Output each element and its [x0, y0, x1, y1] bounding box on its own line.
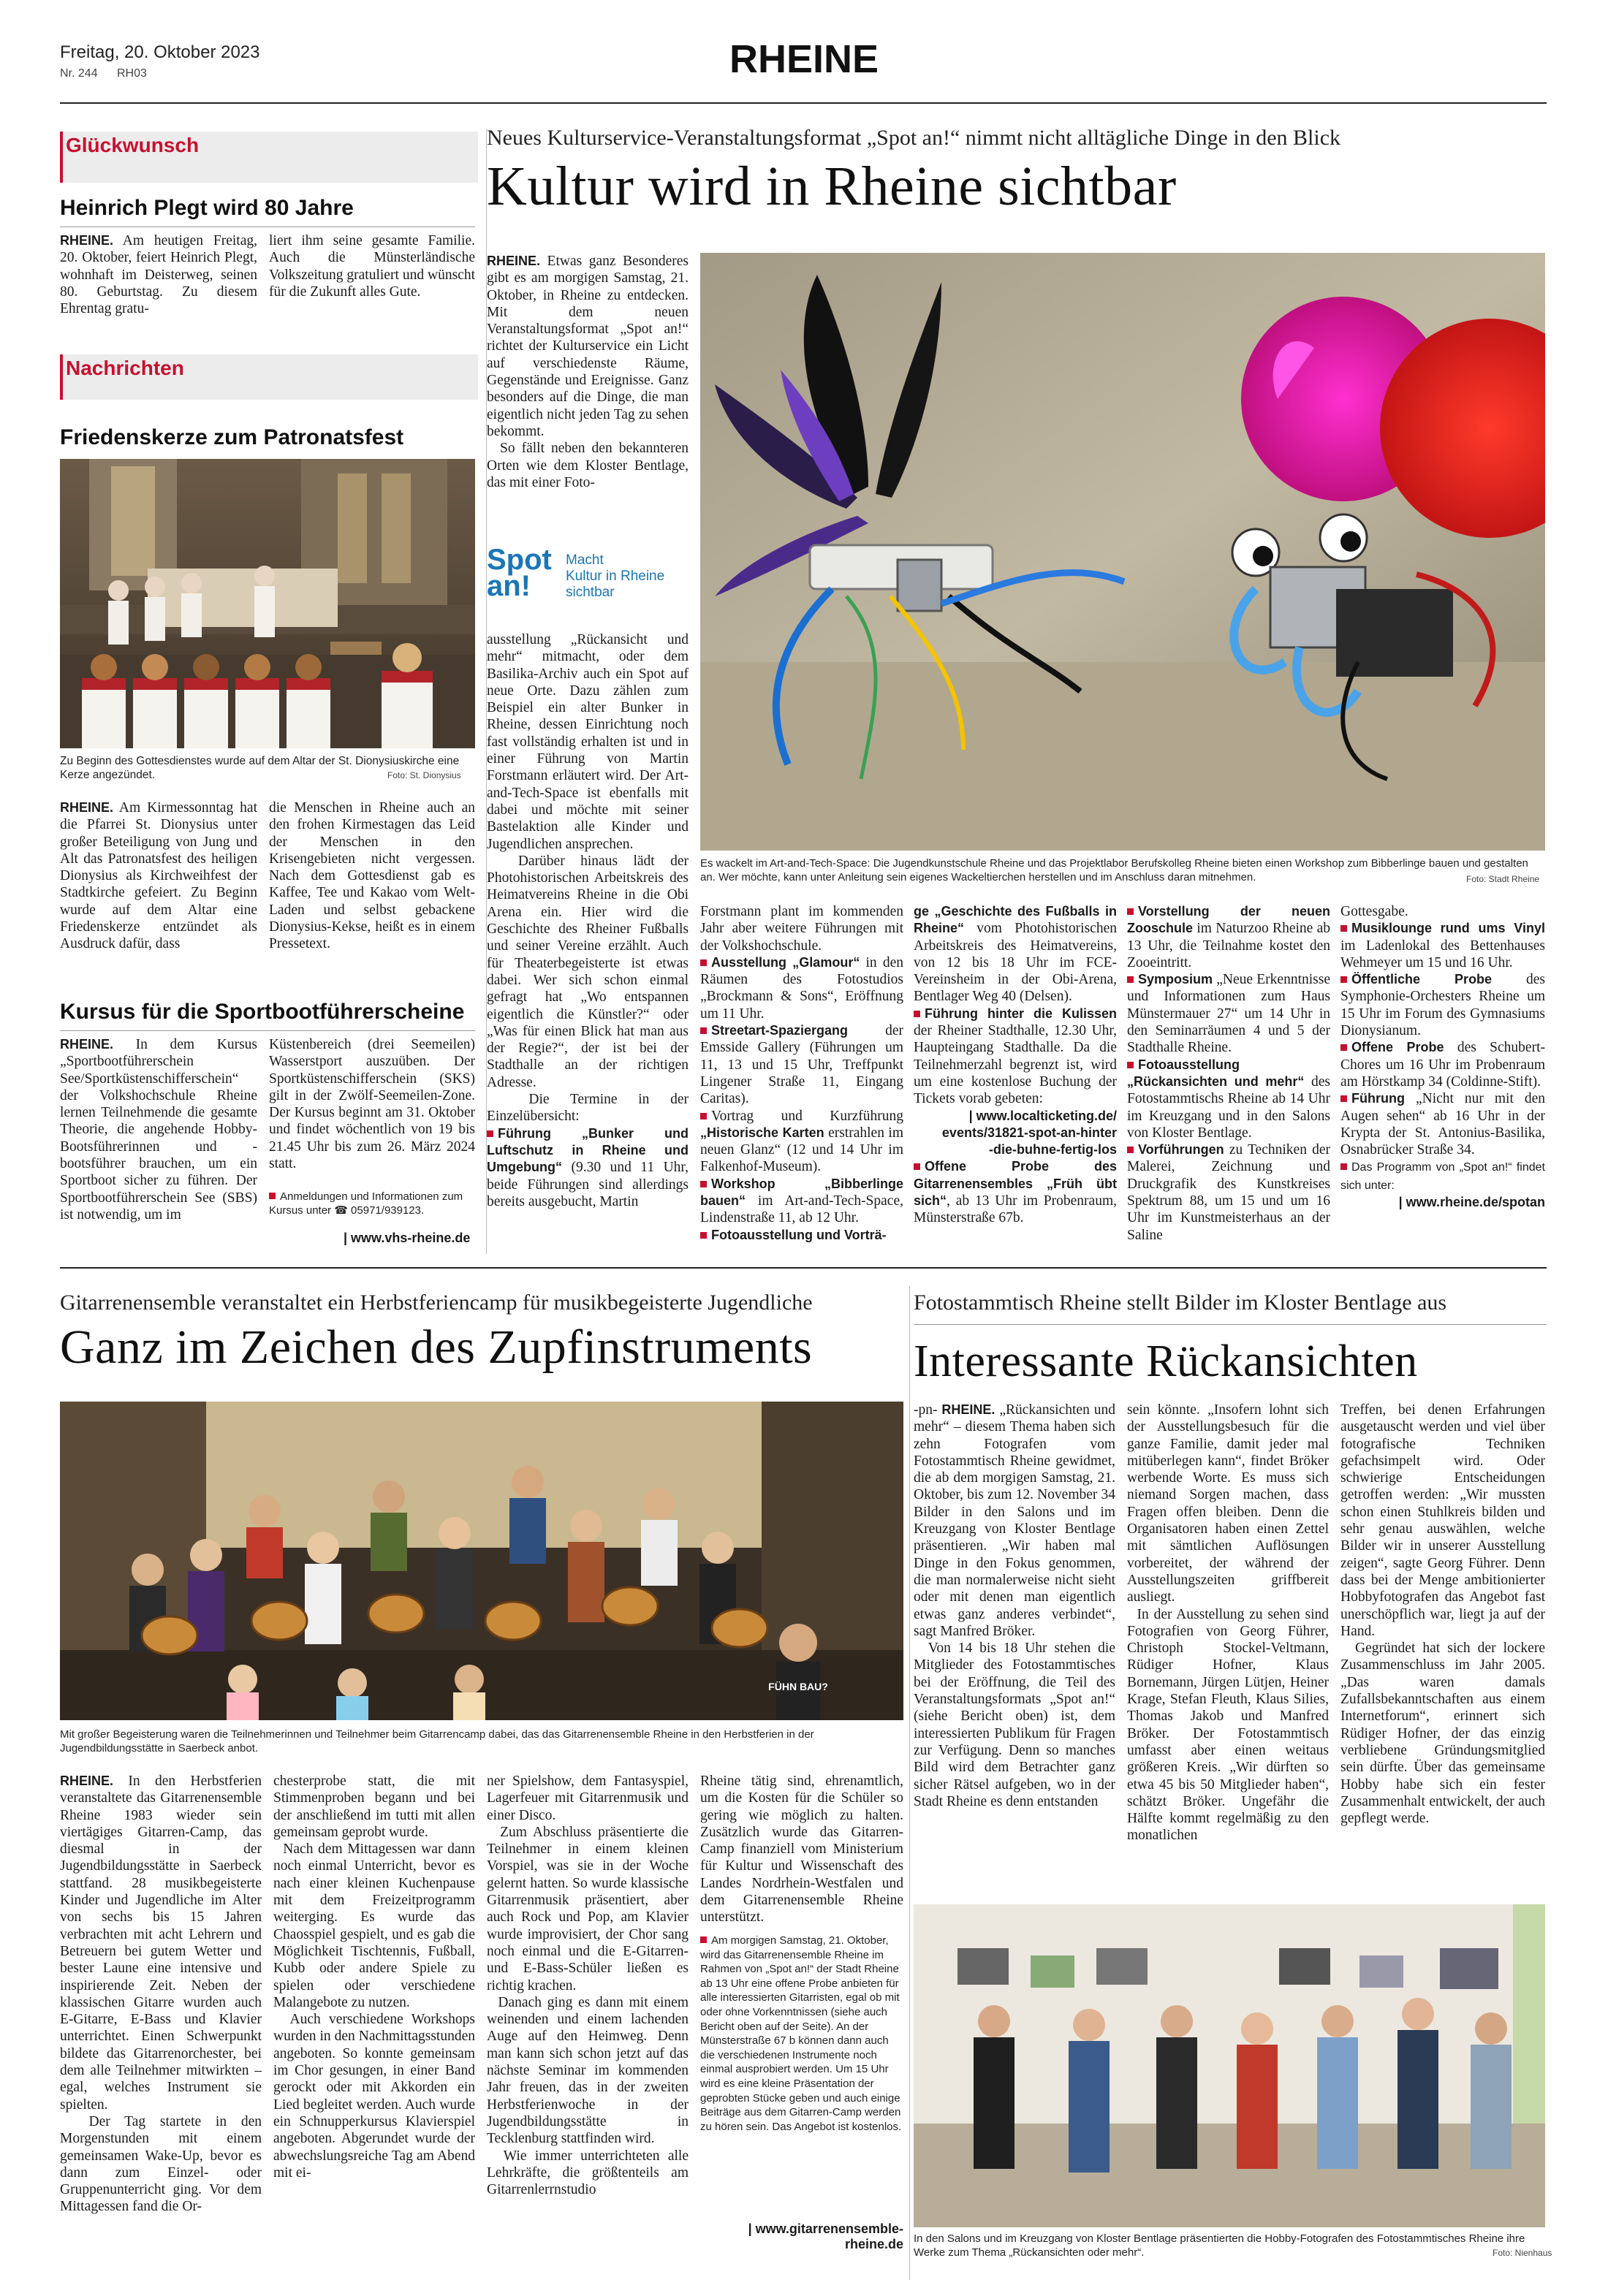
header-issue: Nr. 244: [60, 67, 98, 80]
fotostammtisch-photo-svg: [914, 1904, 1545, 2227]
glueckwunsch-rubric: Glückwunsch: [66, 134, 200, 156]
kultur-headline: Kultur wird in Rheine sichtbar: [487, 156, 1177, 217]
logo-spot: Spot: [487, 544, 552, 576]
logo-line-3: sichtbar: [566, 585, 615, 600]
kurs-col2: Küstenbereich (drei Seemeilen) Wasserstport auszuüben. Der Sportküstenschifferschein (SKS) gilt in der Zwölf-Seemeilen-Zone. Der Kursus beginnt am 31. Oktober und findet wöchentlich von 19 bis 21.45 Uhr bis zum 26. März 2024 statt.: [269, 1037, 475, 1172]
fotostammtisch-credit: Foto: Nienhaus: [1493, 2248, 1552, 2258]
nachrichten-rubric: Nachrichten: [66, 357, 184, 379]
church-photo-svg: [60, 459, 475, 748]
gitarren-col2: chesterprobe statt, die mit Stimmenproben begann und bei der anschließend im tutti mit allen gemeinsam geprobt wurde. Nach dem Mittagessen war dann noch einmal Unterricht, bevor es nach einer kleinen Kuchenpause mit dem Freizeitprogramm weiterging. Es wurde das Chaosspiel gespielt, und es gab die Möglichkeit Tischtennis, Fußball, Kubb oder andere Spiele zu spielen oder verschiedene Malangebote zu nutzen. Auch verschiedene Workshops wurden in den Nachmittagsstunden angeboten. So konnte gemeinsam im Chor gesungen, in einer Band gerockt oder mit Akkorden ein Lied begleitet werden. Auch wurde ein Schnupperkursus Klavierspiel angeboten. Abgerundet wurde der abwechslungsreiche Tag am Abend mit ei-: [273, 1774, 475, 2181]
kultur-intro: RHEINE. Etwas ganz Besonderes gibt es am morgigen Samstag, 21. Oktober, in Rheine zu entdecken. Mit dem neuen Veranstaltungsformat „Spot an!“ richtet der Kulturservice ein Licht auf verschiedenste Räume, Gegenstände und Ereignisse. Ganz besonders auf die Dinge, die man eigentlich nicht jeden Tag zu sehen bekommt. So fällt neben den bekannteren Orten wie dem Kloster Bentlage, das mit einer Foto-: [487, 254, 689, 490]
kurs-rule: [60, 1030, 475, 1031]
kurs-title: Kursus für die Sportbootführerscheine: [60, 1000, 465, 1024]
shirt-print: FÜHN BAU?: [768, 1681, 828, 1692]
foto-kicker: Fotostammtisch Rheine stellt Bilder im Kloster Bentlage aus: [914, 1290, 1447, 1315]
foto-col3: Treffen, bei denen Erfahrungen ausgetauscht werden und viel über fotografische Techniken gefachsimpelt wird. Oder schwierige Entscheidungen getroffen werden: „Wir mussten schon einen Stuhlkreis bilden und sehr genau auswählen, welche Bilder wir in unserer Ausstellung zeigen“, sagte Georg Führer. Denn dass bei der Menge ambitionierter Hobbyfotografen das Angebot fast unerschöpflich war, liegt ja auf der Hand. Gegründet hat sich der lockere Zusammenschluss im Jahr 2005. „Das waren damals Zufallsbekanntschaften aus einem Internetforum“, erinnert sich Rüdiger Hofner, der das einzig verbliebene Gründungsmitglied sein dürfte. Über das gemeinsame Hobby habe sich ein fester Zusammenhalt entwickelt, der auch gepflegt werde.: [1340, 1402, 1545, 1827]
gitarren-col4: Rheine tätig sind, ehrenamtlich, um die Kosten für die Schüler so gering wie möglich zu halten. Zusätzlich wurde das Gitarren-Camp finanziell vom Ministerium für Kultur und Wissenschaft des Landes Nordrhein-Westfalen und dem Gitarrenensemble Rheine unterstützt.: [700, 1774, 903, 1926]
gitarren-col1: RHEINE. In den Herbstferien veranstaltete das Gitarrenensemble Rheine 1983 wieder sein viertägiges Gitarren-Camp, das diesmal in der Jugendbildungsstätte in Saerbeck stattfand. 28 musikbegeisterte Kinder und Jugendliche im Alter von sechs bis 15 Jahren verbrachten mit acht Lehrern und Betreuern bei gutem Wetter und bester Laune eine intensive und inspirierende Zeit. Neben der klassischen Gitarre wurden auch E-Gitarre, E-Bass und Klavier unterrichtet. Einen Schwerpunkt bildete das Gitarrenorchester, bei dem alle Teilnehmer mitwirkten – egal, welches Instrument sie spielten. Der Tag startete in den Morgenstunden mit einem gemeinsamen Wake-Up, bevor es dann zum Einzel- oder Gruppenunterricht ging. Vor dem Mittagessen fand die Or-: [60, 1774, 262, 2215]
gitarren-headline: Ganz im Zeichen des Zupfinstruments: [60, 1320, 813, 1374]
kerze-col1: RHEINE. Am Kirmessonntag hat die Pfarrei St. Dionysius unter großer Beteiligung von Jung und Alt das Patronatsfest des heiligen Dionysius als Kirchweihfest der Stadtkirche gefeiert. Zu Beginn wurde auf dem Altar eine Friedenskerze entzündet als Ausdruck dafür, dass: [60, 800, 257, 952]
guitar-camp-photo: [60, 1402, 903, 1720]
middle-rule: [60, 1267, 1547, 1269]
header-rule: [60, 102, 1547, 104]
bibberling-caption: Es wackelt im Art-and-Tech-Space: Die Jugendkunstschule Rheine und das Projektlabor Berufskolleg Rheine bieten einen Workshop zum Bibberlinge bauen und gestalten an. Wer möchte, kann unter Anleitung sein eigenes Wackeltierchen herstellen und im Anschluss daran mitnehmen.: [700, 857, 1528, 883]
foto-col1: -pn- RHEINE. „Rückansichten und mehr“ – diesem Thema haben sich zehn Fotografen vom Fotostammtisch Rheine gewidmet, die ab dem morgigen Samstag, 21. Oktober, bis zum 12. November 34 Bilder in den Salons und im Kreuzgang von Kloster Bentlage präsentieren. „Wir haben mal Dinge in den Fokus genommen, die man normalerweise nicht sieht oder mit denen man eigentlich etwas ganz anderes verbindet“, sagt Manfred Bröker. Von 14 bis 18 Uhr stehen die Mitglieder des Fotostammtisches bei der Eröffnung, die Teil des Veranstaltungsformats „Spot an!“ (siehe Bericht oben) ist, dem interessierten Publikum für Fragen zur Verfügung. Denn so manches Bild wird dem Betrachter ganz sicher Rätsel aufgeben, wo in der Stadt Rheine es denn entstanden: [914, 1402, 1115, 1809]
kultur-col2: Forstmann plant im kommenden Jahr aber weitere Führungen mit der Volkshochschule. Ausstellung „Glamour“ in den Räumen des Fotostudios „Brockmann & Sons“, Eröffnung um 11 Uhr. Streetart-Spaziergang der Emsside Gallery (Führungen um 11, 13 und 15 Uhr, Treffpunkt Lingener Straße 11, Eingang Caritas). Vortrag und Kurzführung „Historische Karten erstrahlen im neuen Glanz“ (12 und 14 Uhr im Falkenhof-Museum). Workshop „Bibberlinge bauen“ im Art-and-Tech-Space, Lindenstraße 11, ab 12 Uhr. Fotoausstellung und Vorträ-: [700, 904, 903, 1242]
section-title: RHEINE: [729, 37, 879, 81]
spot-an-logo: [487, 544, 690, 614]
kerze-credit: Foto: St. Dionysius: [387, 770, 461, 780]
bibberling-credit: Foto: Stadt Rheine: [1466, 874, 1540, 884]
bibberling-photo: [700, 253, 1545, 851]
logo-an: an!: [487, 570, 531, 602]
bottom-column-divider: [909, 1286, 910, 2280]
kurs-link[interactable]: | www.vhs-rheine.de: [344, 1231, 471, 1245]
gitarren-kicker: Gitarrenensemble veranstaltet ein Herbstferiencamp für musikbegeisterte Jugendliche: [60, 1290, 813, 1315]
kultur-col1: ausstellung „Rückansicht und mehr“ mitmacht, oder dem Basilika-Archiv auch ein Spot auf neue Orte. Dazu zählen zum Beispiel ein alter Bunker in Rheine, dessen Einrichtung noch fast vollständig erhalten ist und in einer Führung von Martin Forstmann erläutert wird. Der Art-and-Tech-Space ist ebenfalls mit dabei und möchte mit seiner Bastelaktion alle Kinder und Jugendlichen ansprechen. Darüber hinaus lädt der Photohistorischen Arbeitskreis des Heimatvereins Rheine in die Obi Arena ein. Hier wird die Geschichte des Rheiner Fußballs und seiner Vereine erzählt. Auch für Theaterbegeisterte ist etwas dabei. Wer sich schon einmal gefragt hat „Wo entspannen eigentlich die Künstler?“ oder „Was für einen Blick hat man aus der Regie?“, der ist bei der Stadthalle an der richtigen Adresse. Die Termine in der Einzelübersicht: Führung „Bunker und Luftschutz in Rheine und Umgebung“ (9.30 und 11 Uhr, beide Führungen sind allerdings bereits ausgebucht, Martin: [487, 632, 689, 1209]
gitarren-link[interactable]: | www.gitarrenensemble-rheine.de: [748, 2221, 903, 2251]
kultur-kicker: Neues Kulturservice-Veranstaltungsformat „Spot an!“ nimmt nicht alltägliche Dinge in den Blick: [487, 126, 1341, 150]
guitar-camp-photo-svg: [60, 1402, 903, 1720]
foto-headline: Interessante Rückansichten: [914, 1337, 1418, 1386]
gitarren-col3: ner Spielshow, dem Fantasyspiel, Lagerfeuer mit Gitarrenmusik und einer Disco. Zum Abschluss präsentierte die Teilnehmer in einem kleinen Vorspiel, was sie in der Woche gelernt hatten. So wurde klassische Gitarrenmusik präsentiert, aber auch Rock und Pop, am Klavier wurde improvisiert, der Chor sang noch einmal und die E-Gitarren- und E-Bass-Schüler ließen es richtig krachen. Danach ging es dann mit einem weinenden und einem lachenden Auge auf den Heimweg. Denn man kann sich schon jetzt auf das nächste Seminar im kommenden Jahr freuen, das in der zweiten Herbstferienwoche in der Jugendbildungsstätte in Tecklenburg stattfinden wird. Wie immer unterrichteten alle Lehrkräfte, die größtenteils am Gitarrenlerrnstudio: [487, 1774, 689, 2198]
logo-line-2: Kultur in Rheine: [566, 569, 665, 584]
kerze-caption: Zu Beginn des Gottesdienstes wurde auf dem Altar der St. Dionysiuskirche eine Kerze angezündet.: [60, 755, 460, 781]
kurs-col1: RHEINE. In dem Kursus „Sportbootführerschein See/Sportküstenschifferschein“ der Volkshochschule Rheine lernen Teilnehmende die gesamte Theorie, die angehende Hobby-Bootsführerinnen und -bootsführer brauchen, um ein Sportboot sicher zu führen. Der Sportbootführerschein See (SBS) ist notwendig, um im: [60, 1037, 257, 1223]
kurs-info: Anmeldungen und Informationen zum Kursus unter ☎ 05971/939123.: [269, 1190, 463, 1217]
kultur-col5: Gottesgabe. Musiklounge rund ums Vinyl im Ladenlokal des Bettenhauses Wehmeyer um 15 und 16 Uhr. Öffentliche Probe des Symphonie-Orchesters Rheine um 15 Uhr im Forum des Gymnasiums Dionysianum. Offene Probe des Schubert-Chores um 16 Uhr im Probenraum am Hörstkamp 34 (Coldinne-Stift). Führung „Nicht nur mit den Augen sehen“ ab 16 Uhr in der Krypta der St. Antonius-Basilika, Osnabrücker Straße 34. Das Programm von „Spot an!“ findet sich unter: | www.rheine.de/spotan: [1340, 904, 1545, 1210]
glueckwunsch-col1: RHEINE. Am heutigen Freitag, 20. Oktober, feiert Heinrich Plegt, wohnhaft im Deisterweg, seinen 80. Geburtstag. Zu diesem Ehrentag gratu-: [60, 233, 257, 317]
fotostammtisch-photo: [914, 1904, 1545, 2227]
kultur-col4: Vorstellung der neuen Zooschule im Naturzoo Rheine ab 13 Uhr, die Teilnahme kostet den Zooeintritt. Symposium „Neue Erkenntnisse und Informationen zum Haus Münstermauer 27“ um 14 Uhr in den Seminarräumen 4 und 5 der Stadthalle Rheine. Fotoausstellung „Rückansichten und mehr“ des Fotostammtischs Rheine ab 14 Uhr im Kreuzgang und in den Salons von Kloster Bentlage. Vorführungen zu Techniken der Malerei, Zeichnung und Druckgrafik des Kunstkreises Spektrum 88, um 15 und um 16 Uhr im Kunstmeisterhaus an der Saline: [1127, 904, 1330, 1243]
foto-rule: [914, 1324, 1547, 1325]
guitar-camp-caption: Mit großer Begeisterung waren die Teilnehmerinnen und Teilnehmer beim Gitarrencamp dabei, das das Gitarrenensemble Rheine in den Herbstferien in der Jugendbildungsstätte in Saerbeck anbot.: [60, 1728, 814, 1755]
spot-an-logo-wordmark: [487, 544, 560, 602]
logo-line-1: Macht: [566, 552, 604, 568]
glueckwunsch-col2: liert ihm seine gesamte Familie. Auch die Münsterländische Volkszeitung gratuliert und wünscht für die Zukunft alles Gute.: [269, 233, 475, 300]
fotostammtisch-caption: In den Salons und im Kreuzgang von Kloster Bentlage präsentierten die Hobby-Fotografen des Fotostammtisches Rheine ihre Werke zum Thema „Rückansichten oder mehr“.: [914, 2232, 1525, 2259]
gitarren-info: Am morgigen Samstag, 21. Oktober, wird das Gitarrenensemble Rheine im Rahmen von „Spot an!“ der Stadt Rheine ab 13 Uhr eine offene Probe anbieten für alle interessierten Gitarristen, egal ob mit oder ohne Vorkenntnissen (siehe auch Bericht oben auf der Seite). An der Münsterstraße 67 b können dann auch die verschiedenen Instrumente noch einmal ausprobiert werden. Um 15 Uhr wird es eine kleine Präsentation der geprobten Stücke geben und auch einige Beiträge aus dem Gitarren-Camp werden zu hören sein. Das Angebot ist kostenlos.: [700, 1934, 902, 2133]
kerze-col2: die Menschen in Rheine auch an den frohen Kirmestagen das Leid der Menschen in den Krisengebieten nicht vergessen. Nach dem Gottesdienst gab es Kaffee, Tee und Kakao vom Welt-Laden und selbst gebackene Dionysius-Kekse, heißt es in einem Pressetext.: [269, 800, 475, 952]
kultur-col3: ge „Geschichte des Fußballs in Rheine“ vom Photohistorischen Arbeitskreis des Heimatvereins, von 12 bis 18 Uhr im FCE-Vereinsheim in der Obi-Arena, Bentlager Weg 40 (Delsen). Führung hinter die Kulissen der Rheiner Stadthalle, 12.30 Uhr, Haupteingang Stadthalle. Da die Teilnehmerzahl begrenzt ist, wird um eine kostenlose Buchung der Tickets vorab gebeten: | www.localticketing.de/ events/31821-spot-an-hinter -die-buhne-fertig-los Offene Probe des Gitarrenensembles „Früh übt sich“, ab 13 Uhr im Probenraum, Münsterstraße 67b.: [914, 904, 1117, 1226]
glueckwunsch-title: Heinrich Plegt wird 80 Jahre: [60, 196, 354, 220]
church-photo: [60, 459, 475, 748]
header-date: Freitag, 20. Oktober 2023: [60, 42, 260, 62]
spot-an-logo-tagline: [566, 552, 664, 601]
bibberling-photo-svg: [700, 253, 1545, 851]
foto-col2: sein könnte. „Insofern lohnt sich der Ausstellungsbesuch für die ganze Familie, damit jeder mal mitüberlegen kann“, findet Bröker werbende Worte. Es muss sich niemand Sorgen machen, dass Fragen offen bleiben. Denn die Organisatoren haben einen Zettel mit sämtlichen Auflösungen vorbereitet, der während der Ausstellungszeiten griffbereit ausliegt. In der Ausstellung zu sehen sind Fotografien von Georg Führer, Christoph Stockel-Veltmann, Rüdiger Hofner, Klaus Bornemann, Jürgen Lütjen, Heiner Krage, Stefan Fleuth, Klaus Silies, Thomas Jakob und Manfred Bröker. Der Fotostammtisch umfasst aber einen weitaus größeren Kreis. „Wir dürften so etwa 45 bis 50 Mitglieder haben“, schätzt Bröker. Ungefähr die Hälfte kommt regelmäßig zu den monatlichen: [1127, 1402, 1329, 1844]
kerze-title: Friedenskerze zum Patronatsfest: [60, 425, 404, 449]
header-edition: RH03: [117, 67, 147, 80]
